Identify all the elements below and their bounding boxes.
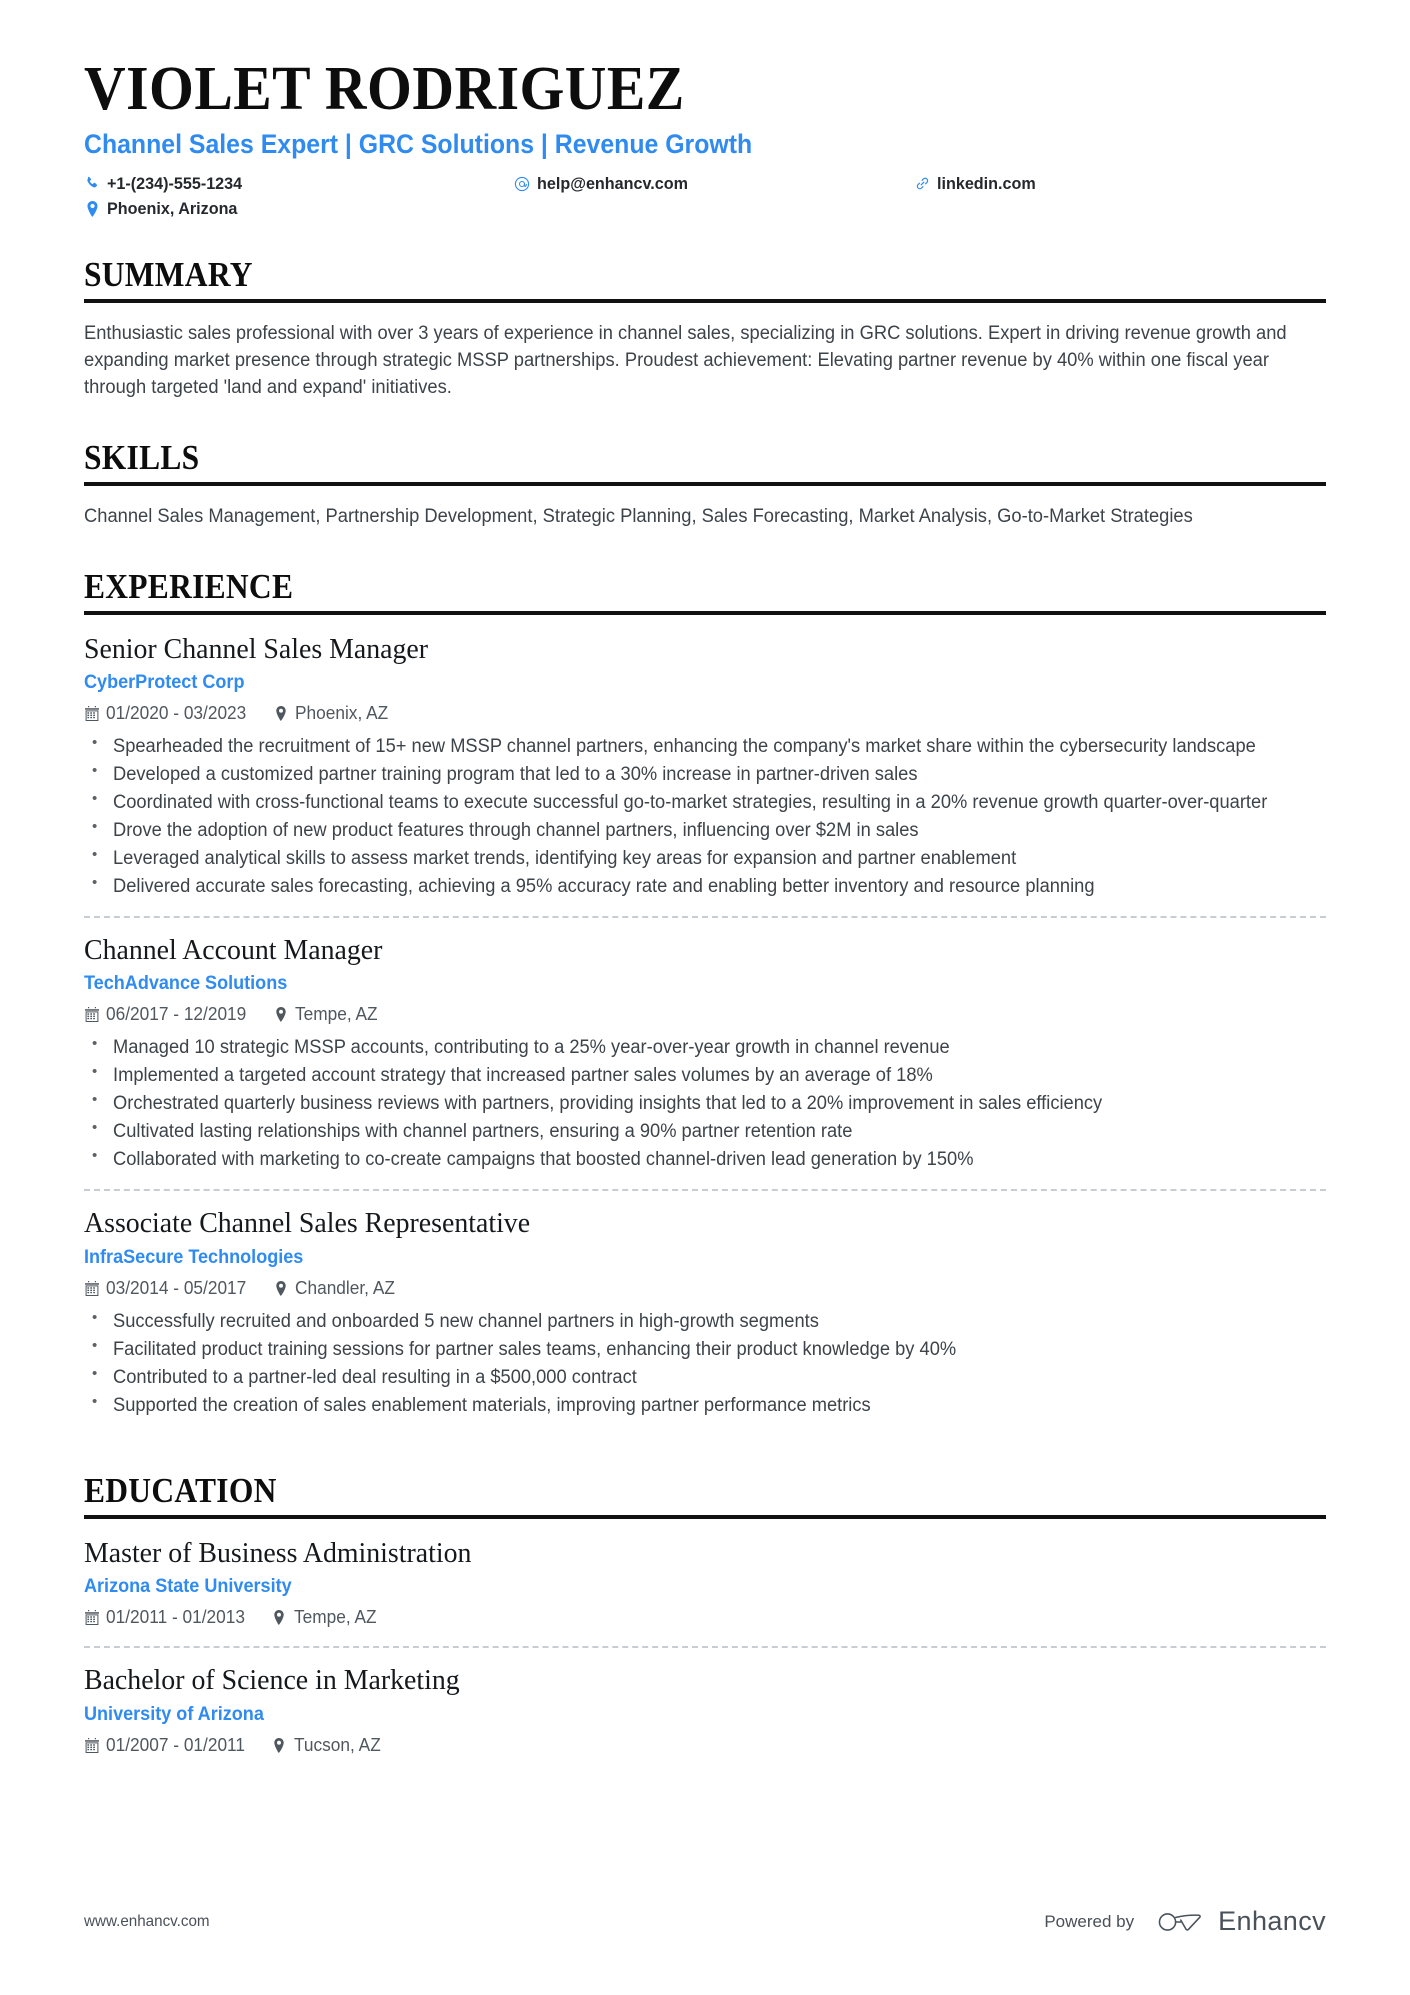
education-dates-text: 01/2011 - 01/2013 (106, 1607, 246, 1628)
experience-entry (84, 916, 1326, 1189)
resume-header (84, 55, 1326, 219)
school-name[interactable]: Arizona State University (84, 1576, 292, 1598)
job-bullet (84, 1063, 1326, 1089)
job-dates-text: 06/2017 - 12/2019 (106, 1004, 247, 1025)
job-bullet-text: • Managed 10 strategic MSSP accounts, contributing to a 25% year-over-year growth in channel revenue (113, 1037, 950, 1059)
calendar-icon (84, 1007, 99, 1023)
footer-branding (1044, 1906, 1326, 1937)
job-bullet-text: • Contributed to a partner-led deal resulting in a $500,000 contract (113, 1366, 637, 1388)
job-bullet-text: • Spearheaded the recruitment of 15+ new MSSP channel partners, enhancing the company's market share within the cybersecurity landscape (113, 735, 1256, 757)
calendar-icon (84, 1610, 99, 1626)
job-bullet (84, 818, 1326, 844)
job-bullet (84, 734, 1326, 760)
job-location (273, 1004, 381, 1025)
job-meta (84, 703, 1326, 724)
powered-by-label: Powered by (1044, 1911, 1135, 1931)
job-dates-text: 01/2020 - 03/2023 (106, 702, 247, 723)
job-bullet (84, 1035, 1326, 1061)
location-pin-icon (84, 200, 100, 217)
job-dates (84, 1004, 252, 1025)
job-bullet-text: • Delivered accurate sales forecasting, achieving a 95% accuracy rate and enabling better inventory and resource planning (113, 875, 1095, 897)
experience-entry (84, 1189, 1326, 1434)
education-entries (84, 1537, 1326, 1774)
education-meta (84, 1735, 1326, 1756)
enhancv-mark-icon (1156, 1908, 1206, 1936)
skills-text: Channel Sales Management, Partnership Development, Strategic Planning, Sales Forecasting, Market Analysis, Go-to-Market Strategies (84, 505, 1193, 527)
job-bullet-text: • Leveraged analytical skills to assess market trends, identifying key areas for expansion and partner enablement (113, 847, 1017, 869)
job-location (273, 1278, 399, 1299)
contact-phone[interactable] (84, 174, 514, 194)
education-heading: EDUCATION (84, 1470, 277, 1510)
job-bullet-text: • Implemented a targeted account strategy that increased partner sales volumes by an average of 18% (113, 1065, 933, 1087)
location-pin-icon (272, 1610, 287, 1626)
job-location-text: Chandler, AZ (295, 1277, 396, 1298)
job-bullet (84, 1337, 1326, 1363)
company-name[interactable]: InfraSecure Technologies (84, 1246, 304, 1268)
job-bullets (84, 1035, 1326, 1173)
job-location-text: Phoenix, AZ (295, 702, 389, 723)
education-location (272, 1607, 380, 1628)
candidate-name: VIOLET RODRIGUEZ (84, 55, 685, 123)
job-bullet (84, 1147, 1326, 1173)
job-bullet (84, 1091, 1326, 1117)
location-pin-icon (273, 1007, 288, 1023)
education-dates (84, 1607, 251, 1628)
contact-location (84, 199, 244, 219)
job-title: Senior Channel Sales Manager (84, 632, 429, 665)
experience-entry (84, 633, 1326, 916)
degree-title: Bachelor of Science in Marketing (84, 1664, 460, 1697)
job-bullet-text: • Orchestrated quarterly business reviews with partners, providing insights that led to a 20% improvement in sales efficiency (113, 1093, 1103, 1115)
contact-linkedin[interactable] (914, 174, 1041, 194)
experience-entries (84, 633, 1326, 1435)
contact-location-text: Phoenix, Arizona (107, 198, 238, 218)
contact-phone-text: +1-(234)-555-1234 (107, 173, 243, 193)
contact-email-text: help@enhancv.com (537, 173, 688, 193)
job-bullet-text: • Collaborated with marketing to co-create campaigns that boosted channel-driven lead generation by 150% (113, 1149, 974, 1171)
school-name[interactable]: University of Arizona (84, 1703, 264, 1725)
experience-heading: EXPERIENCE (84, 566, 294, 606)
experience-rule (84, 611, 1326, 615)
contact-email[interactable] (514, 174, 914, 194)
enhancv-logo-lockup (1156, 1906, 1326, 1937)
job-bullet (84, 846, 1326, 872)
company-name[interactable]: TechAdvance Solutions (84, 973, 288, 995)
degree-title: Master of Business Administration (84, 1536, 472, 1569)
job-location-text: Tempe, AZ (295, 1004, 378, 1025)
education-entry (84, 1646, 1326, 1773)
job-bullet (84, 1309, 1326, 1335)
phone-icon (84, 175, 100, 192)
section-education (84, 1470, 1326, 1774)
contact-row-primary (84, 174, 1326, 194)
job-meta (84, 1004, 1326, 1025)
section-summary (84, 254, 1326, 402)
job-bullet-text: • Supported the creation of sales enablement materials, improving partner performance metrics (113, 1394, 871, 1416)
job-title: Channel Account Manager (84, 934, 383, 966)
company-name[interactable]: CyberProtect Corp (84, 671, 245, 693)
calendar-icon (84, 1280, 99, 1296)
education-rule (84, 1515, 1326, 1519)
candidate-headline: Channel Sales Expert | GRC Solutions | Revenue Growth (84, 129, 753, 159)
location-pin-icon (272, 1737, 287, 1753)
job-bullet (84, 1393, 1326, 1419)
section-experience (84, 566, 1326, 1435)
calendar-icon (84, 1737, 99, 1753)
job-bullet-text: • Coordinated with cross-functional teams to execute successful go-to-market strategies, resulting in a 20% revenue growth quarter-over-quarter (113, 791, 1268, 813)
section-skills (84, 437, 1326, 531)
job-bullet (84, 1119, 1326, 1145)
skills-rule (84, 482, 1326, 486)
education-dates (84, 1735, 251, 1756)
education-location-text: Tucson, AZ (293, 1734, 381, 1755)
location-pin-icon (273, 1280, 288, 1296)
education-meta (84, 1607, 1326, 1628)
job-meta (84, 1278, 1326, 1299)
job-bullet-text: • Drove the adoption of new product features through channel partners, influencing over $2M in sales (113, 819, 919, 841)
summary-text: Enthusiastic sales professional with over 3 years of experience in channel sales, specializing in GRC solutions. Expert in driving revenue growth and expanding market presence through strategic MSSP partnerships. Proudest achievement: Elevating partner revenue by 40% within one fiscal year through targeted 'land and expand' initiatives. (84, 322, 1287, 398)
job-bullets (84, 734, 1326, 900)
job-dates-text: 03/2014 - 05/2017 (106, 1277, 247, 1298)
education-location (272, 1735, 384, 1756)
page-footer (84, 1906, 1326, 1937)
summary-heading: SUMMARY (84, 254, 253, 294)
job-title: Associate Channel Sales Representative (84, 1207, 531, 1240)
contact-info (84, 174, 1326, 219)
footer-url[interactable]: www.enhancv.com (84, 1912, 210, 1930)
job-bullet-text: • Cultivated lasting relationships with channel partners, ensuring a 90% partner retention rate (113, 1121, 853, 1143)
job-bullet (84, 874, 1326, 900)
calendar-icon (84, 705, 99, 721)
contact-row-secondary (84, 199, 1326, 219)
email-icon (514, 175, 530, 192)
job-bullets (84, 1309, 1326, 1419)
summary-rule (84, 299, 1326, 303)
education-location-text: Tempe, AZ (293, 1607, 377, 1628)
education-dates-text: 01/2007 - 01/2011 (106, 1734, 246, 1755)
job-dates (84, 1278, 252, 1299)
job-bullet-text: • Facilitated product training sessions for partner sales teams, enhancing their product knowledge by 40% (113, 1338, 957, 1360)
education-entry (84, 1537, 1326, 1646)
job-bullet (84, 1365, 1326, 1391)
job-bullet (84, 790, 1326, 816)
contact-linkedin-text: linkedin.com (937, 173, 1036, 193)
link-icon (914, 175, 930, 192)
location-pin-icon (273, 705, 288, 721)
job-bullet-text: • Developed a customized partner training program that led to a 30% increase in partner-driven sales (113, 763, 918, 785)
skills-heading: SKILLS (84, 437, 200, 477)
job-bullet-text: • Successfully recruited and onboarded 5 new channel partners in high-growth segments (113, 1310, 819, 1332)
enhancv-wordmark: Enhancv (1218, 1906, 1326, 1936)
job-location (273, 703, 392, 724)
job-bullet (84, 762, 1326, 788)
job-dates (84, 703, 252, 724)
